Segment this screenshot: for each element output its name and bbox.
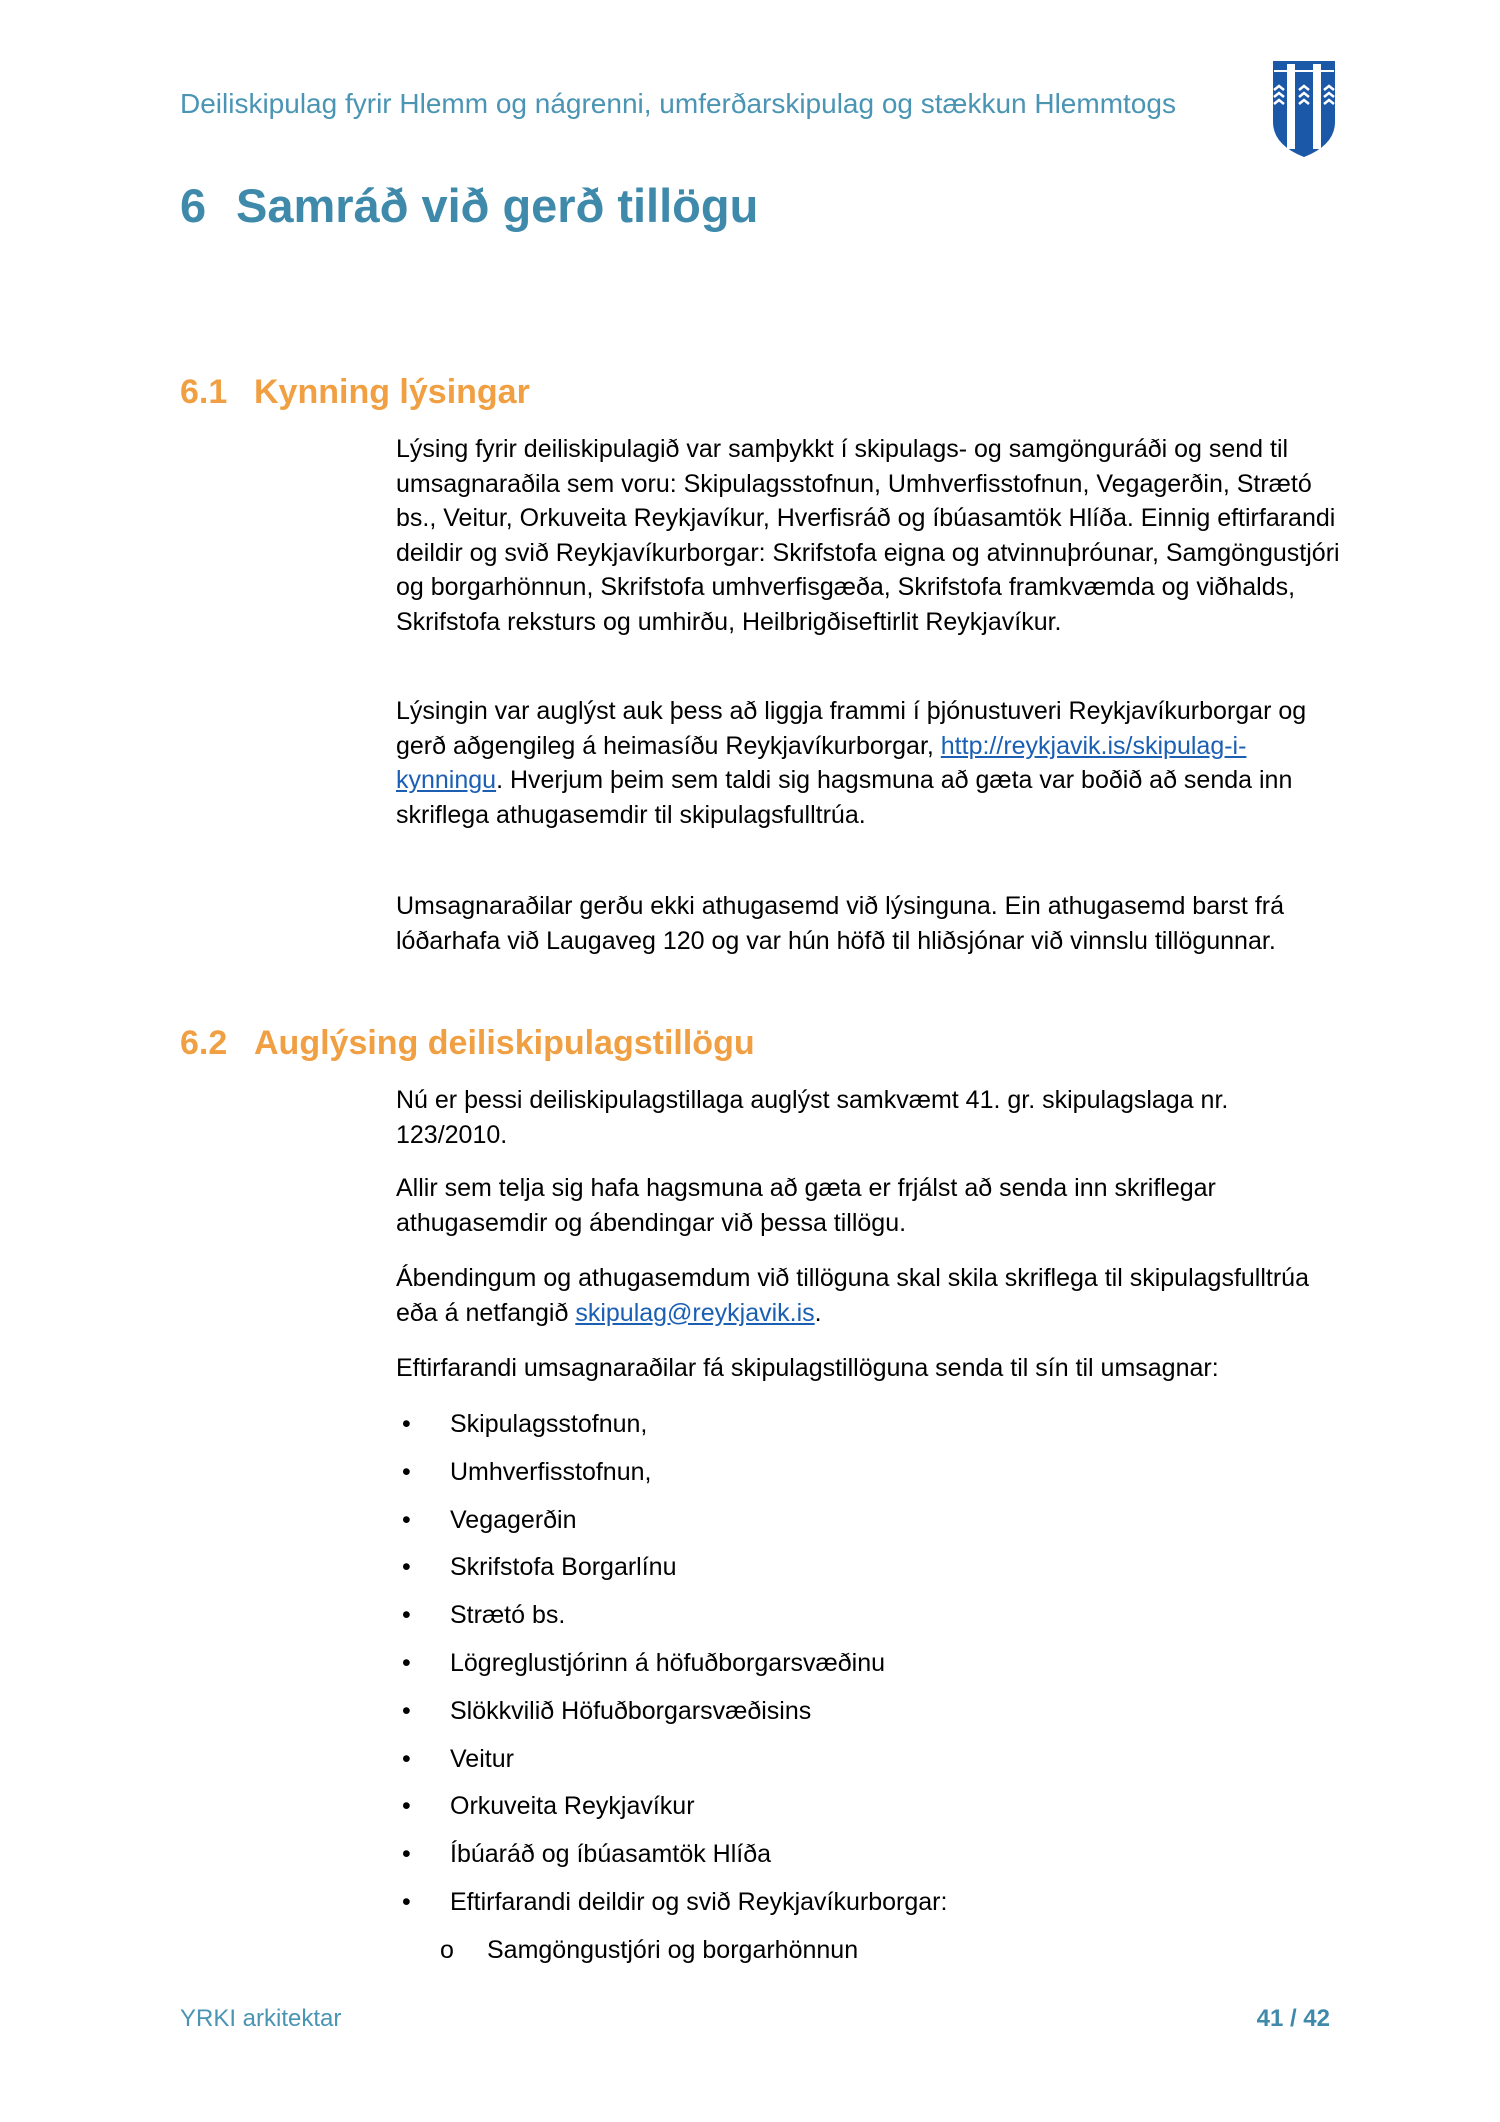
paragraph: Lýsing fyrir deiliskipulagið var samþykkt í skipulags- og samgönguráði og send til umsagnaraðila sem voru: Skipulagsstofnun, Umhverfisstofnun, Vegagerðin, Strætó bs., Veitur, Orkuveita Reykjavíkur, Hverfisráð og íbúasamtök Hlíða. Einnig eftirfarandi deildir og svið Reykjavíkurborgar: Skrifstofa eigna og atvinnuþróunar, Samgöngustjóri og borgarhönnun, Skrifstofa umhverfisgæða, Skrifstofa framkvæmda og viðhalds, Skrifstofa reksturs og umhirðu, Heilbrigðiseftirlit Reykjavíkur. — [396, 435, 1340, 636]
footer-company: YRKI arkitektar — [180, 2005, 342, 2032]
text: . — [814, 1298, 822, 1327]
paragraph: Umsagnaraðilar gerðu ekki athugasemd við lýsinguna. Ein athugasemd barst frá lóðarhafa við Laugaveg 120 og var hún höfð til hliðsjónar við vinnslu tillögunnar. — [396, 892, 1284, 955]
list-item-text: Slökkvilið Höfuðborgarsvæðisins — [450, 1696, 812, 1725]
bullet-icon: • — [402, 1457, 411, 1486]
list-item-text: Umhverfisstofnun, — [450, 1457, 652, 1486]
paragraph — [396, 1261, 1346, 1330]
text: Lýsingin var auglýst auk þess að liggja frammi í þjónustuveri Reykjavíkurborgar og gerð aðgengileg á heimasíðu Reykjavíkurborgar, — [396, 697, 1307, 760]
list-item-text: Strætó bs. — [450, 1601, 566, 1630]
section-number: 6.2 — [180, 1024, 228, 1062]
list-item-text: Samgöngustjóri og borgarhönnun — [487, 1936, 859, 1964]
bullet-icon: • — [402, 1410, 411, 1438]
list-item-text: Vegagerðin — [450, 1505, 577, 1534]
list-item-text: Eftirfarandi deildir og svið Reykjavíkurborgar: — [450, 1888, 948, 1916]
list-item — [396, 1646, 885, 1680]
text: Ábendingum og athugasemdum við tillöguna skal skila skriflega til skipulagsfulltrúa eða á netfangið — [396, 1264, 1309, 1327]
bullet-icon: • — [402, 1792, 411, 1821]
bullet-icon: • — [402, 1744, 411, 1773]
paragraph: Allir sem telja sig hafa hagsmuna að gæta er frjálst að senda inn skriflegar athugasemdir og ábendingar við þessa tillögu. — [396, 1174, 1216, 1237]
kynning-link[interactable]: http://reykjavik.is/skipulag-i-kynningu — [396, 731, 1247, 794]
list-item-text: Íbúaráð og íbúasamtök Hlíða — [450, 1840, 772, 1869]
section-number: 6.1 — [180, 373, 228, 411]
bullet-icon: • — [402, 1505, 411, 1534]
list-item — [396, 1550, 677, 1584]
bullet-icon: • — [402, 1553, 411, 1582]
list-item — [396, 1407, 647, 1441]
bullet-icon: • — [402, 1888, 411, 1916]
bullet-icon: • — [402, 1601, 411, 1630]
section-title: Auglýsing deiliskipulagstillögu — [254, 1024, 755, 1062]
list-item-text: Lögreglustjórinn á höfuðborgarsvæðinu — [450, 1649, 886, 1677]
list-item — [396, 1742, 514, 1776]
page-number: 41 / 42 — [1256, 2005, 1330, 2032]
text: . Hverjum þeim sem taldi sig hagsmuna að gæta var boðið að senda inn skriflega athugasemdir til skipulagsfulltrúa. — [396, 766, 1293, 829]
chapter-title: Samráð við gerð tillögu — [236, 179, 759, 232]
list-item-text: Skrifstofa Borgarlínu — [450, 1553, 677, 1582]
list-item-text: Veitur — [450, 1744, 514, 1773]
list-item — [396, 1694, 811, 1728]
list-item — [396, 1789, 695, 1823]
list-item — [396, 1503, 577, 1537]
sub-list-item — [440, 1933, 858, 1967]
list-item-text: Skipulagsstofnun, — [450, 1410, 648, 1438]
list-item-text: Orkuveita Reykjavíkur — [450, 1792, 695, 1821]
list-item — [396, 1885, 947, 1919]
chapter-number: 6 — [180, 179, 207, 232]
section-heading-6-1 — [180, 373, 530, 412]
chapter-heading — [180, 178, 758, 233]
bullet-icon: • — [402, 1840, 411, 1869]
paragraph — [396, 694, 1346, 832]
bullet-icon: • — [402, 1696, 411, 1725]
list-item — [396, 1455, 651, 1489]
bullet-icon: • — [402, 1649, 411, 1677]
section-title: Kynning lýsingar — [254, 373, 530, 411]
section-heading-6-2 — [180, 1024, 755, 1063]
email-link[interactable]: skipulag@reykjavik.is — [575, 1298, 815, 1327]
sub-bullet-icon: o — [440, 1936, 454, 1964]
paragraph: Eftirfarandi umsagnaraðilar fá skipulagstillöguna senda til sín til umsagnar: — [396, 1354, 1219, 1382]
running-header: Deiliskipulag fyrir Hlemm og nágrenni, umferðarskipulag og stækkun Hlemmtogs — [180, 88, 1176, 119]
list-item — [396, 1837, 771, 1871]
paragraph: Nú er þessi deiliskipulagstillaga auglýst samkvæmt 41. gr. skipulagslaga nr. 123/2010. — [396, 1086, 1229, 1149]
list-item — [396, 1598, 565, 1632]
reykjavik-coat-of-arms-logo — [1272, 60, 1336, 158]
